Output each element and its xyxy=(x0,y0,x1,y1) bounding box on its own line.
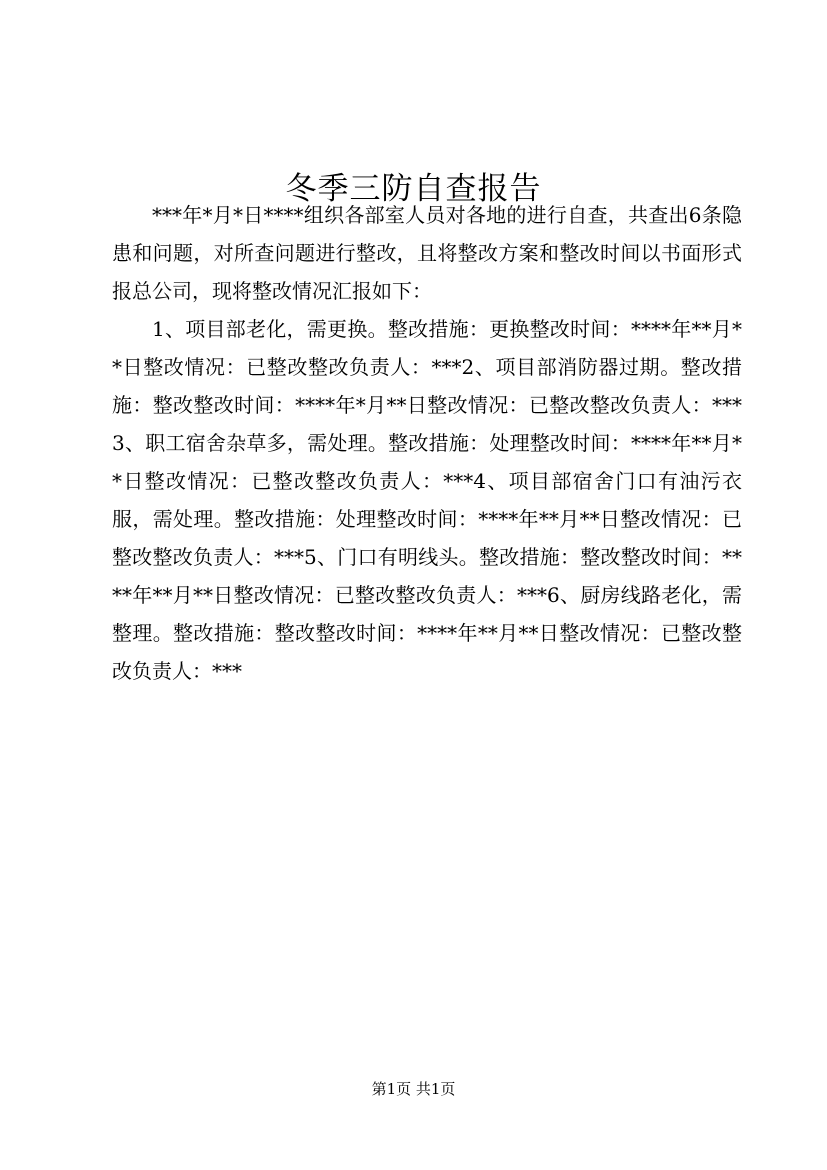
intro-paragraph: ***年*月*日****组织各部室人员对各地的进行自查，共查出6条隐患和问题，对所查问题进行整改，且将整改方案和整改时间以书面形式报总公司，现将整改情况汇报如下： xyxy=(112,203,742,303)
document-title: 冬季三防自查报告 xyxy=(285,170,542,207)
page-footer: 第1页 共1页 xyxy=(371,1080,456,1098)
document-body xyxy=(112,196,742,690)
rectification-paragraph: 1、项目部老化，需更换。整改措施：更换整改时间：****年**月**日整改情况：已整改整改负责人：***2、项目部消防器过期。整改措施：整改整改时间：****年*月**日整改情况：已整改整改负责人：***3、职工宿舍杂草多，需处理。整改措施：处理整改时间：****年**月**日整改情况：已整改整改负责人：***4、项目部宿舍门口有油污衣服，需处理。整改措施：处理整改时间：****年**月**日整改情况：已整改整改负责人：***5、门口有明线头。整改措施：整改整改时间：****年**月**日整改情况：已整改整改负责人：***6、厨房线路老化，需整理。整改措施：整改整改时间：****年**月**日整改情况：已整改整改负责人：*** xyxy=(112,317,742,683)
